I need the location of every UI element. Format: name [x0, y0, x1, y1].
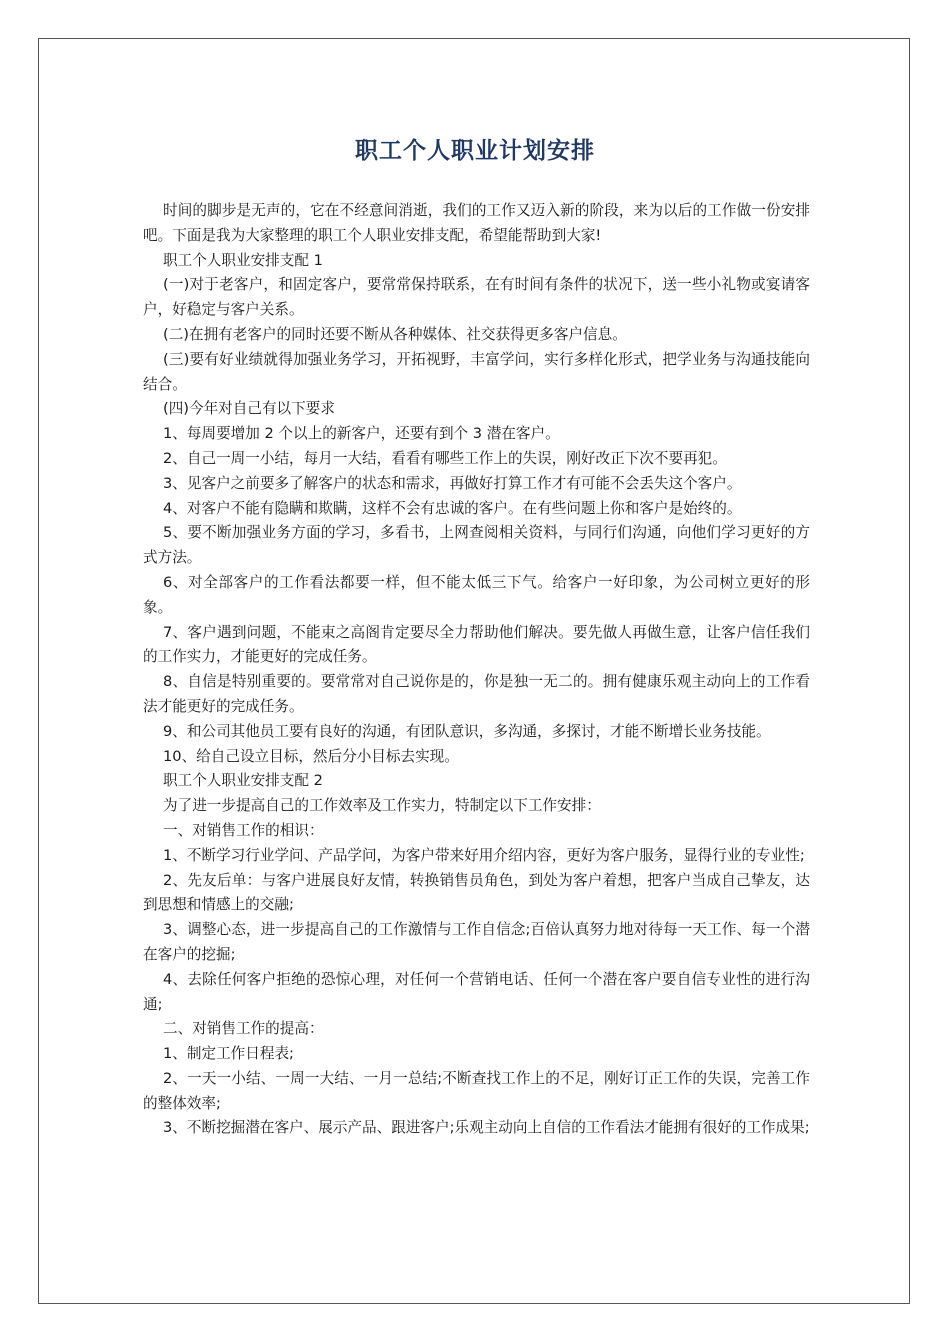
paragraph: 为了进一步提高自己的工作效率及工作实力，特制定以下工作安排：: [163, 797, 601, 815]
list-item: 4、对客户不能有隐瞒和欺瞒，这样不会有忠诚的客户。在有些问题上你和客户是始终的。: [163, 499, 742, 517]
list-item: 5、要不断加强业务方面的学习，多看书，上网查阅相关资料，与同行们沟通，向他们学习更好的方式方法。: [143, 524, 810, 567]
list-item: 2、先友后单：与客户进展良好友情，转换销售员角色，到处为客户着想，把客户当成自己挚友，达到思想和情感上的交融;: [143, 871, 810, 914]
paragraph: (二)在拥有老客户的同时还要不断从各种媒体、社交获得更多客户信息。: [163, 325, 627, 343]
document-title: 职工个人职业计划安排: [355, 138, 595, 164]
list-item: 3、不断挖掘潜在客户、展示产品、跟进客户;乐观主动向上自信的工作看法才能拥有很好的工作成果;: [163, 1119, 810, 1137]
list-item: 9、和公司其他员工要有良好的沟通，有团队意识，多沟通，多探讨，才能不断增长业务技能。: [163, 722, 771, 740]
document-body: [143, 199, 810, 1141]
list-item: 7、客户遇到问题，不能束之高阁肯定要尽全力帮助他们解决。要先做人再做生意，让客户信任我们的工作实力，才能更好的完成任务。: [143, 623, 810, 666]
list-item: 1、每周要增加 2 个以上的新客户，还要有到个 3 潜在客户。: [163, 425, 560, 443]
list-item: 10、给自己设立目标，然后分小目标去实现。: [163, 747, 459, 765]
paragraph: (四)今年对自己有以下要求: [163, 400, 335, 418]
subsection-heading: 二、对销售工作的提高：: [163, 1020, 324, 1038]
section-heading: 职工个人职业安排支配 2: [163, 772, 323, 790]
subsection-heading: 一、对销售工作的相识：: [163, 821, 324, 839]
paragraph: (三)要有好业绩就得加强业务学习，开拓视野，丰富学问，实行多样化形式，把学业务与沟通技能向结合。: [143, 350, 810, 393]
list-item: 3、见客户之前要多了解客户的状态和需求，再做好打算工作才有可能不会丢失这个客户。: [163, 474, 742, 492]
list-item: 1、不断学习行业学问、产品学问，为客户带来好用介绍内容，更好为客户服务，显得行业的专业性;: [163, 846, 805, 864]
section-heading: 职工个人职业安排支配 1: [163, 251, 323, 269]
list-item: 2、自己一周一小结，每月一大结，看看有哪些工作上的失误，刚好改正下次不要再犯。: [163, 449, 727, 467]
list-item: 4、去除任何客户拒绝的恐惊心理，对任何一个营销电话、任何一个潜在客户要自信专业性的进行沟通;: [143, 970, 810, 1013]
paragraph: 时间的脚步是无声的，它在不经意间消逝，我们的工作又迈入新的阶段，来为以后的工作做一份安排吧。下面是我为大家整理的职工个人职业安排支配，希望能帮助到大家!: [143, 202, 810, 244]
list-item: 2、一天一小结、一周一大结、一月一总结;不断查找工作上的不足，刚好订正工作的失误，完善工作的整体效率;: [143, 1069, 810, 1112]
list-item: 3、调整心态，进一步提高自己的工作激情与工作自信念;百倍认真努力地对待每一天工作、每一个潜在客户的挖掘;: [143, 921, 810, 963]
list-item: 6、对全部客户的工作看法都要一样，但不能太低三下气。给客户一好印象，为公司树立更好的形象。: [143, 573, 810, 616]
paragraph: (一)对于老客户，和固定客户，要常常保持联系，在有时间有条件的状况下，送一些小礼物或宴请客户，好稳定与客户关系。: [143, 276, 810, 319]
list-item: 8、自信是特别重要的。要常常对自己说你是的，你是独一无二的。拥有健康乐观主动向上的工作看法才能更好的完成任务。: [143, 673, 810, 715]
list-item: 1、制定工作日程表;: [163, 1045, 294, 1063]
